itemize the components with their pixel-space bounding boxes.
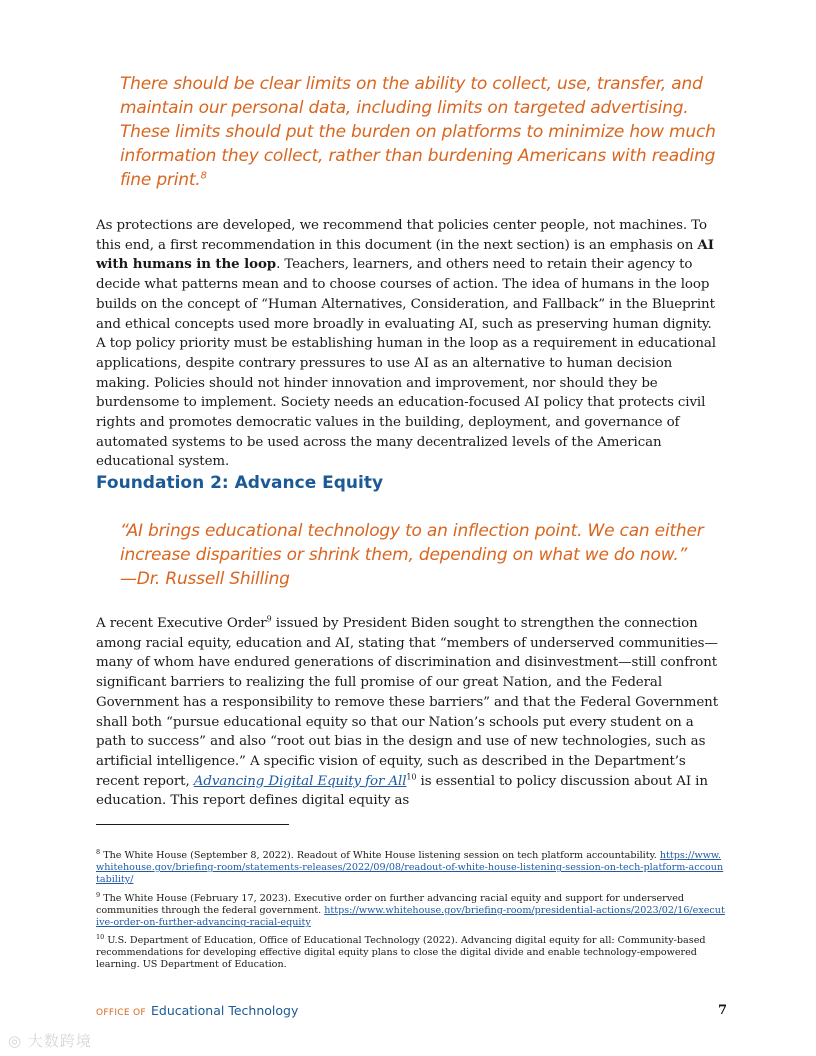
footer-office-name: Educational Technology [150,1003,299,1018]
footnote-text: The White House (September 8, 2022). Readout of White House listening session on tech platform accountability. [100,850,660,861]
page-number: 7 [718,1003,728,1018]
footnote-ref[interactable]: 8 [200,170,207,182]
paragraph-text: is essential to policy discussion about AI in education. This report defines digital equity as [96,773,708,809]
footnote-ref[interactable]: 9 [266,614,272,624]
paragraph-text: A recent Executive Order [96,616,267,631]
body-paragraph-humans-in-loop [96,216,724,472]
pull-quote-attribution: —Dr. Russell Shilling [120,569,290,589]
footnote-link[interactable]: https://www.whitehouse.gov/briefing-room/presidential-actions/2023/02/16/executive-order-on-further-advancing-racial-equity [96,905,725,929]
footnote-number: 10 [96,932,105,941]
footer-office-label: OFFICE OF [96,1008,146,1018]
footnote-9 [96,890,726,930]
footnote-link[interactable]: https://www.whitehouse.gov/briefing-room/statements-releases/2022/09/08/readout-of-white-house-listening-session-on-tech-platform-accountability/ [96,850,724,886]
watermark-icon: ◎ [8,1032,23,1050]
body-paragraph-equity [96,614,724,811]
paragraph-text: As protections are developed, we recommend that policies center people, not machines. To this end, a first recommendation in this document (in the next section) is an emphasis on [96,218,707,253]
paragraph-text: issued by President Biden sought to strengthen the connection among racial equity, education and AI, stating that “members of underserved communities—many of whom have endured generations of discrimination and disinvestment—still confront significant barriers to realizing the full promise of our great Nation, and the Federal Government has a responsibility to remove these barriers” and that the Federal Government shall both “pursue educational equity so that our Nation’s schools put every student on a path to success” and also “root out bias in the design and use of new technologies, such as artificial intelligence.” A specific vision of equity, such as described in the Department’s recent report, [96,616,718,789]
footnote-10 [96,932,726,972]
footer-branding [96,1000,298,1019]
report-link[interactable]: Advancing Digital Equity for All [193,773,407,789]
footnote-number: 8 [96,847,101,856]
watermark-text: 大数跨境 [27,1032,92,1050]
watermark-logo [8,1030,92,1051]
footnote-text: U.S. Department of Education, Office of Educational Technology (2022). Advancing digital equity for all: Community-based recommendations for developing effective digital equity plans to close the digital divide and enable technology-empowered learning. US Department of Education. [96,935,706,971]
pull-quote-privacy [120,72,720,192]
section-heading: Foundation 2: Advance Equity [96,473,384,493]
footnote-divider [96,824,289,825]
paragraph-text: . Teachers, learners, and others need to retain their agency to decide what patterns mean and to choose courses of action. The idea of humans in the loop builds on the concept of “Human Alternatives, Consideration, and Fallback” in the Blueprint and ethical concepts used more broadly in evaluating AI, such as preserving human dignity. A top policy priority must be establishing human in the loop as a requirement in educational applications, despite contrary pressures to use AI as an alternative to human decision making. Policies should not hinder innovation and improvement, nor should they be burdensome to implement. Society needs an education-focused AI policy that protects civil rights and promotes democratic values in the building, deployment, and governance of automated systems to be used across the many decentralized levels of the American educational system. [96,257,716,470]
footnote-ref[interactable]: 10 [406,772,417,782]
pull-quote-text: “AI brings educational technology to an inflection point. We can either increase disparities or shrink them, depending on what we do now.” [120,521,704,565]
footnote-number: 9 [96,890,101,899]
footnote-text: The White House (February 17, 2023). Executive order on further advancing racial equity and support for underserved communities through the federal government. [96,893,685,917]
pull-quote-equity [120,519,720,591]
bold-term: AI with humans in the loop [96,236,714,273]
footnote-8 [96,847,726,887]
pull-quote-text: There should be clear limits on the ability to collect, use, transfer, and maintain our personal data, including limits on targeted advertising. These limits should put the burden on platforms to minimize how much information they collect, rather than burdening Americans with reading fine print. [120,74,716,190]
